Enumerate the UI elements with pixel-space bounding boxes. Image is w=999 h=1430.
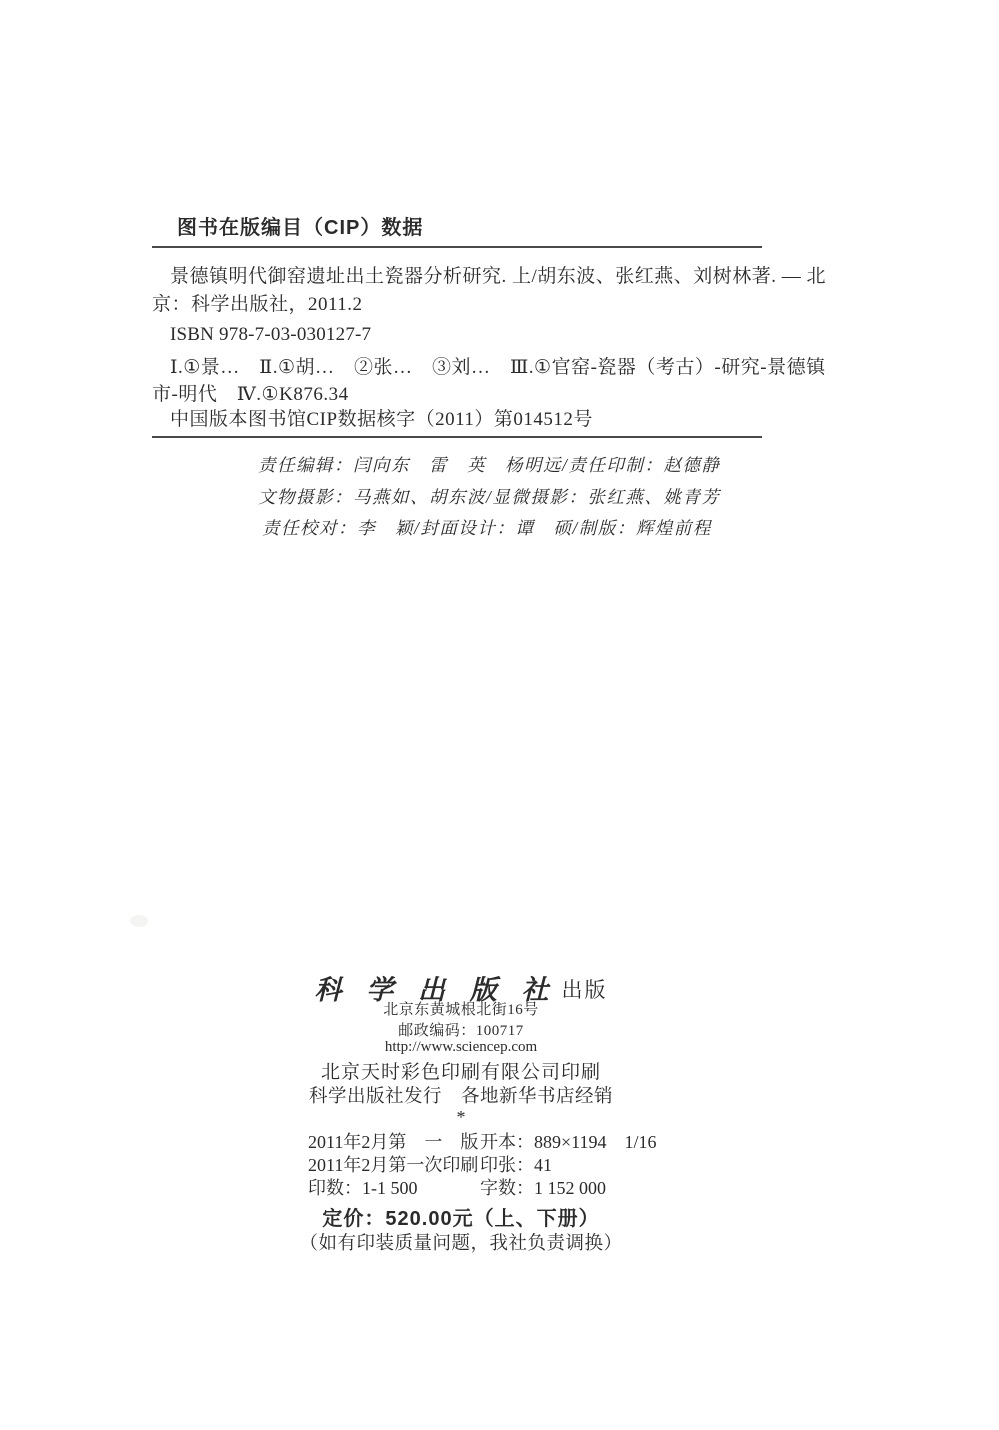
edition-version: 2011年2月第 一 版 [308,1132,479,1152]
edition-row-1 [308,1131,656,1154]
edition-sheets: 印张：41 [480,1155,552,1175]
publisher-address: 北京东黄城根北街16号 [383,1002,539,1018]
cip-top-rule [152,246,762,248]
edition-row-2 [308,1154,656,1177]
credit-proofread-design: 责任校对：李 颖/封面设计：谭 硕/制版：辉煌前程 [262,518,712,538]
cip-header: 图书在版编目（CIP）数据 [177,217,424,239]
publisher-postcode: 邮政编码：100717 [398,1023,524,1039]
credit-editors: 责任编辑：闫向东 雷 英 杨明远/责任印制：赵德静 [258,455,721,475]
edition-format: 开本：889×1194 1/16 [480,1132,657,1152]
separator-asterisk: * [456,1107,466,1127]
printer-line: 北京天时彩色印刷有限公司印刷 [320,1062,601,1083]
quality-note: （如有印装质量问题，我社负责调换） [299,1234,623,1254]
cip-entry-line1: 景德镇明代御窑遗址出土瓷器分析研究. 上/胡东波、张红燕、刘树林著. — 北 [170,266,827,287]
credit-photography: 文物摄影：马燕如、胡东波/显微摄影：张红燕、姚青芳 [258,487,721,507]
edition-printing: 2011年2月第一次印刷 [308,1155,479,1175]
scan-smudge [130,915,148,927]
cip-bottom-rule [152,436,762,438]
cip-classification-line2: 市-明代 Ⅳ.①K876.34 [152,384,349,405]
edition-row-3 [308,1177,656,1200]
publisher-name-suffix: 出版 [561,978,608,1002]
cip-entry-line2: 京：科学出版社，2011.2 [152,294,363,315]
publisher-logotype: 科 学 出 版 社 [314,975,558,1005]
cip-classification-line1: Ⅰ.①景… Ⅱ.①胡… ②张… ③刘… Ⅲ.①官窑-瓷器（考古）-研究-景德镇 [170,357,826,378]
isbn-number: ISBN 978-7-03-030127-7 [170,324,372,345]
price-line: 定价：520.00元（上、下册） [322,1208,600,1230]
edition-copies: 印数：1-1 500 [308,1178,418,1198]
publisher-website: http://www.sciencep.com [384,1039,538,1055]
edition-details-table [308,1131,656,1200]
distribution-line: 科学出版社发行 各地新华书店经销 [308,1087,613,1107]
cip-record-number: 中国版本图书馆CIP数据核字（2011）第014512号 [170,409,593,430]
edition-wordcount: 字数：1 152 000 [480,1178,606,1198]
